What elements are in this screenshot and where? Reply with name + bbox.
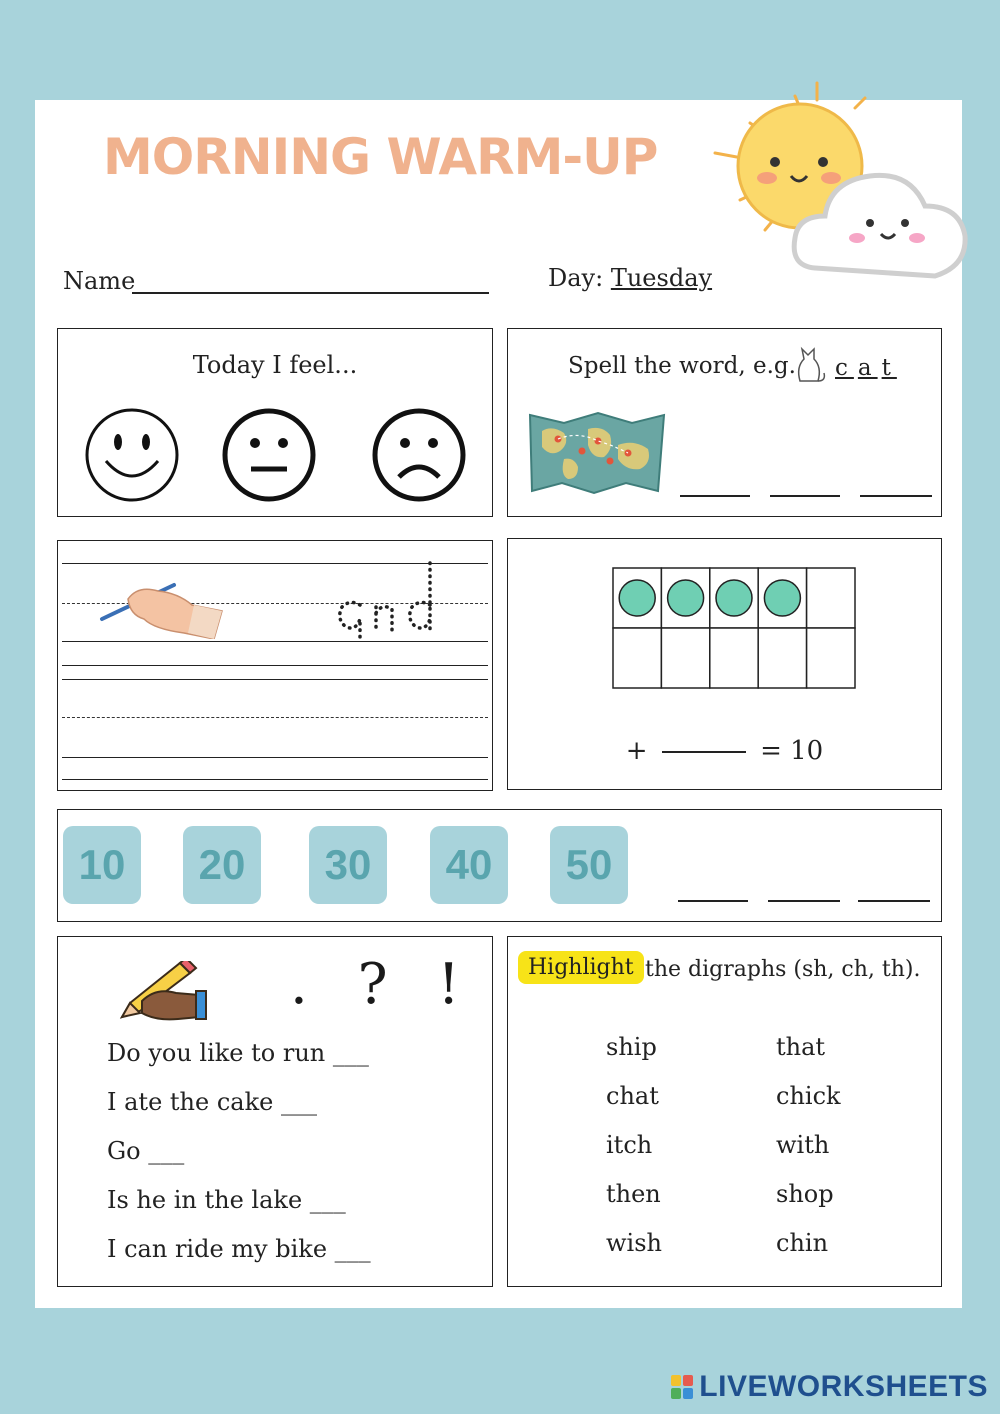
example-word: c a t bbox=[835, 355, 897, 381]
writing-line bbox=[62, 665, 488, 666]
sun-cloud-icon bbox=[705, 78, 975, 303]
world-map-icon bbox=[528, 411, 666, 495]
traced-word-icon bbox=[330, 559, 460, 639]
counting-blank[interactable] bbox=[768, 900, 840, 902]
spelling-blank[interactable] bbox=[860, 495, 932, 497]
spelling-blank[interactable] bbox=[770, 495, 840, 497]
word-item[interactable]: wish bbox=[606, 1229, 662, 1257]
number-tile: 50 bbox=[550, 826, 628, 904]
happy-face-icon[interactable] bbox=[84, 407, 180, 503]
sad-face-icon[interactable] bbox=[371, 407, 467, 503]
writing-line bbox=[62, 679, 488, 680]
handwriting-box bbox=[57, 540, 493, 791]
counting-blank[interactable] bbox=[678, 900, 748, 902]
feelings-prompt: Today I feel... bbox=[192, 351, 358, 379]
brand-icon bbox=[671, 1375, 693, 1399]
neutral-face-icon[interactable] bbox=[221, 407, 317, 503]
counting-blank[interactable] bbox=[858, 900, 930, 902]
number-tile: 30 bbox=[309, 826, 387, 904]
brand-logo[interactable] bbox=[671, 1370, 988, 1404]
number-tile: 20 bbox=[183, 826, 261, 904]
name-label: Name bbox=[63, 267, 136, 295]
sentence[interactable]: I can ride my bike ___ bbox=[107, 1235, 371, 1263]
sentence[interactable]: I ate the cake ___ bbox=[107, 1088, 317, 1116]
spelling-prompt: Spell the word, e.g. bbox=[568, 353, 796, 379]
punctuation-marks: . ? ! bbox=[290, 952, 476, 1017]
word-item[interactable]: chat bbox=[606, 1082, 659, 1110]
word-item[interactable]: ship bbox=[606, 1033, 657, 1061]
writing-line bbox=[62, 779, 488, 780]
sentence[interactable]: Do you like to run ___ bbox=[107, 1039, 369, 1067]
page-title: MORNING WARM-UP bbox=[103, 128, 658, 186]
word-item[interactable]: chin bbox=[776, 1229, 829, 1257]
brand-text: LIVEWORKSHEETS bbox=[699, 1370, 988, 1403]
ten-frame-box bbox=[507, 538, 942, 790]
word-item[interactable]: with bbox=[776, 1131, 830, 1159]
number-tile: 10 bbox=[63, 826, 141, 904]
counter-dot bbox=[716, 580, 752, 616]
spelling-blank[interactable] bbox=[680, 495, 750, 497]
day-label: Day: Tuesday bbox=[548, 264, 713, 292]
writing-hand-icon bbox=[118, 961, 208, 1023]
punctuation-box bbox=[57, 936, 493, 1287]
counter-dot bbox=[764, 580, 800, 616]
number-tile: 40 bbox=[430, 826, 508, 904]
counter-dot bbox=[619, 580, 655, 616]
word-item[interactable]: then bbox=[606, 1180, 661, 1208]
word-item[interactable]: shop bbox=[776, 1180, 834, 1208]
writing-line bbox=[62, 757, 488, 758]
ten-frame bbox=[612, 567, 856, 689]
cat-icon bbox=[792, 345, 826, 385]
sentence[interactable]: Is he in the lake ___ bbox=[107, 1186, 346, 1214]
counting-box bbox=[57, 809, 942, 922]
digraphs-instruction: the digraphs (sh, ch, th). bbox=[645, 957, 921, 982]
hand-pencil-icon bbox=[98, 579, 228, 639]
word-item[interactable]: chick bbox=[776, 1082, 841, 1110]
writing-line bbox=[62, 641, 488, 642]
name-field[interactable] bbox=[132, 292, 489, 294]
feelings-box bbox=[57, 328, 493, 517]
writing-midline bbox=[62, 717, 488, 718]
digraphs-box bbox=[507, 936, 942, 1287]
answer-blank[interactable] bbox=[662, 751, 746, 753]
highlight-label: Highlight bbox=[518, 951, 644, 984]
word-item[interactable]: that bbox=[776, 1033, 826, 1061]
sentence[interactable]: Go ___ bbox=[107, 1137, 185, 1165]
spelling-box bbox=[507, 328, 942, 517]
counter-dot bbox=[668, 580, 704, 616]
word-item[interactable]: itch bbox=[606, 1131, 653, 1159]
ten-frame-equation: + = 10 bbox=[625, 736, 824, 766]
day-value: Tuesday bbox=[610, 264, 713, 292]
